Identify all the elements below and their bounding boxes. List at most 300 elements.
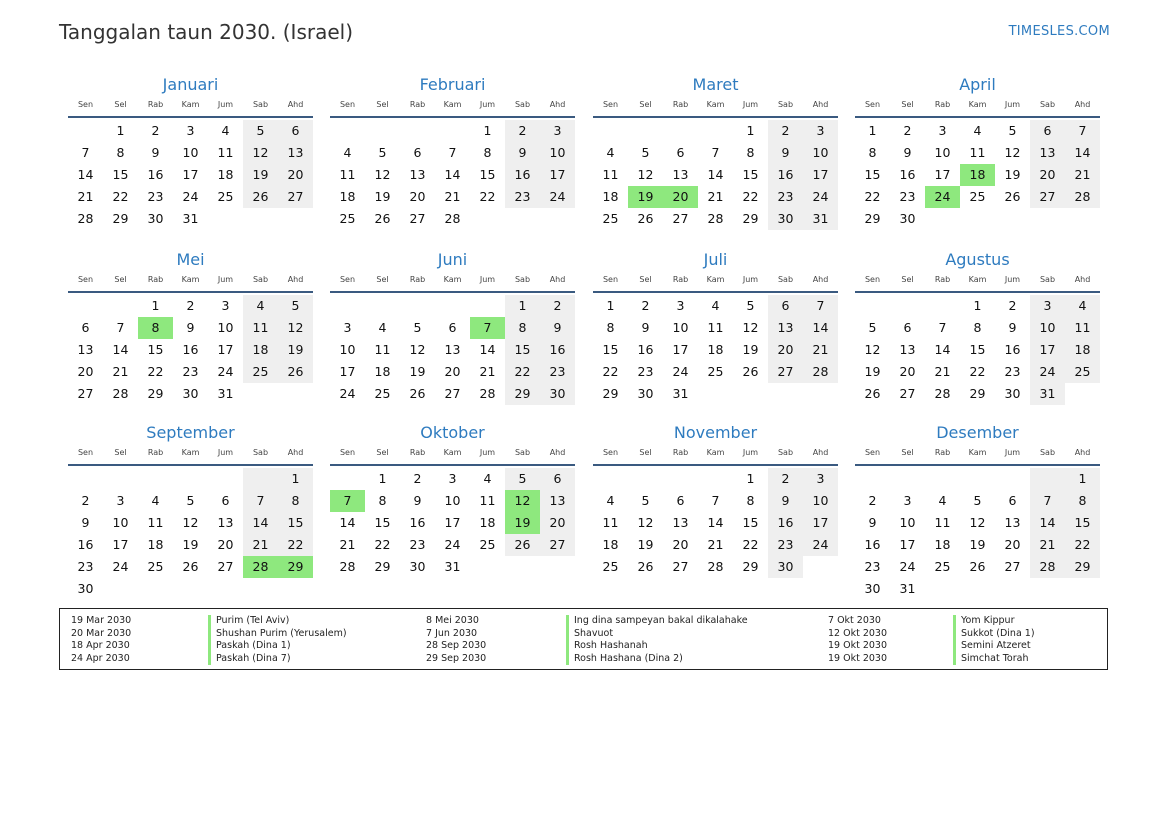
holiday-name: Paskah (Dina 7) — [216, 652, 291, 664]
legend-names — [566, 615, 748, 665]
day-cell: 27 — [1030, 186, 1065, 208]
day-cell: 29 — [505, 383, 540, 405]
day-cell: 29 — [742, 559, 759, 574]
day-cell: 22 — [374, 537, 391, 552]
day-cell: 26 — [742, 364, 759, 379]
weekday-label: Sab — [1039, 100, 1056, 109]
day-cell: 29 — [742, 211, 759, 226]
day-cell: 13 — [409, 167, 426, 182]
day-cell: 23 — [540, 361, 575, 383]
day-grid — [330, 120, 575, 230]
day-cell: 26 — [1004, 189, 1021, 204]
weekday-label: Sen — [864, 275, 881, 284]
day-cell: 6 — [1030, 120, 1065, 142]
weekday-label: Sab — [777, 275, 794, 284]
weekday-label: Ahd — [1074, 275, 1091, 284]
day-cell: 28 — [77, 211, 94, 226]
day-grid — [593, 295, 838, 405]
day-cell: 20 — [540, 512, 575, 534]
weekday-label: Jum — [217, 100, 234, 109]
day-cell: 10 — [934, 145, 951, 160]
day-grid — [68, 468, 313, 600]
weekday-label: Ahd — [287, 275, 304, 284]
day-cell: 19 — [637, 537, 654, 552]
day-cell: 20 — [444, 364, 461, 379]
day-cell: 14 — [479, 342, 496, 357]
day-cell: 7 — [243, 490, 278, 512]
day-cell: 10 — [112, 515, 129, 530]
weekday-label: Sen — [339, 100, 356, 109]
day-cell: 4 — [1065, 295, 1100, 317]
day-cell: 24 — [217, 364, 234, 379]
day-cell: 18 — [147, 537, 164, 552]
day-cell: 3 — [938, 123, 947, 138]
day-cell: 13 — [672, 515, 689, 530]
day-cell: 25 — [707, 364, 724, 379]
day-cell: 8 — [116, 145, 125, 160]
day-cell: 20 — [1004, 537, 1021, 552]
day-cell: 29 — [147, 386, 164, 401]
weekday-label: Sab — [514, 275, 531, 284]
day-cell: 28 — [444, 211, 461, 226]
day-cell: 28 — [707, 211, 724, 226]
weekday-label: Kam — [706, 448, 725, 457]
day-cell: 28 — [1065, 186, 1100, 208]
day-cell: 24 — [112, 559, 129, 574]
day-cell: 28 — [1030, 556, 1065, 578]
day-cell: 16 — [864, 537, 881, 552]
day-cell: 6 — [768, 295, 803, 317]
day-cell: 3 — [676, 298, 685, 313]
day-cell: 9 — [186, 320, 195, 335]
day-cell: 18 — [602, 189, 619, 204]
weekday-label: Sel — [114, 448, 127, 457]
month-mei — [68, 249, 313, 405]
weekday-header — [330, 446, 575, 460]
day-cell: 8 — [746, 493, 755, 508]
day-cell: 24 — [540, 186, 575, 208]
day-cell: 16 — [1004, 342, 1021, 357]
site-brand-link[interactable]: TIMESLES.COM — [1008, 24, 1110, 39]
weekday-label: Sab — [514, 448, 531, 457]
day-cell: 12 — [182, 515, 199, 530]
day-cell: 10 — [672, 320, 689, 335]
day-cell: 14 — [803, 317, 838, 339]
empty-cell — [470, 208, 505, 230]
day-cell: 3 — [221, 298, 230, 313]
day-cell: 30 — [1004, 386, 1021, 401]
weekday-label: Kam — [181, 448, 200, 457]
empty-cell — [68, 295, 103, 317]
day-cell: 1 — [505, 295, 540, 317]
weekday-label: Sen — [602, 275, 619, 284]
weekday-label: Sel — [376, 448, 389, 457]
weekday-header — [330, 98, 575, 112]
day-cell: 27 — [278, 186, 313, 208]
day-cell: 6 — [1008, 493, 1017, 508]
day-cell: 30 — [409, 559, 426, 574]
day-cell: 23 — [1004, 364, 1021, 379]
header-rule — [593, 291, 838, 293]
header-rule — [68, 464, 313, 466]
day-cell: 9 — [641, 320, 650, 335]
day-cell: 1 — [278, 468, 313, 490]
weekday-label: Ahd — [1074, 100, 1091, 109]
header-rule — [593, 116, 838, 118]
day-cell: 11 — [1065, 317, 1100, 339]
month-maret — [593, 74, 838, 230]
empty-cell — [505, 208, 540, 230]
weekday-label: Ahd — [1074, 448, 1091, 457]
day-cell: 6 — [221, 493, 230, 508]
day-cell: 29 — [278, 556, 313, 578]
day-cell: 30 — [899, 211, 916, 226]
day-cell: 4 — [343, 145, 352, 160]
day-cell: 22 — [742, 189, 759, 204]
day-cell: 31 — [444, 559, 461, 574]
empty-cell — [243, 578, 278, 600]
weekday-label: Ahd — [549, 448, 566, 457]
weekday-label: Sen — [77, 275, 94, 284]
day-cell: 25 — [602, 211, 619, 226]
day-cell: 19 — [243, 164, 278, 186]
empty-cell — [803, 383, 838, 405]
header-rule — [330, 464, 575, 466]
month-name: Mei — [176, 250, 205, 269]
day-cell: 8 — [505, 317, 540, 339]
day-cell: 7 — [1065, 120, 1100, 142]
day-cell: 17 — [182, 167, 199, 182]
day-cell: 23 — [864, 559, 881, 574]
weekday-label: Kam — [968, 100, 987, 109]
day-cell: 26 — [864, 386, 881, 401]
day-cell: 20 — [768, 339, 803, 361]
weekday-label: Kam — [443, 100, 462, 109]
empty-cell — [995, 578, 1030, 600]
day-cell: 23 — [147, 189, 164, 204]
month-juni — [330, 249, 575, 405]
day-cell: 31 — [1030, 383, 1065, 405]
day-cell: 13 — [1004, 515, 1021, 530]
day-cell: 23 — [637, 364, 654, 379]
day-cell: 1 — [116, 123, 125, 138]
empty-cell — [400, 120, 435, 142]
day-cell: 5 — [378, 145, 387, 160]
day-cell: 6 — [676, 145, 685, 160]
day-cell: 20 — [278, 164, 313, 186]
day-cell: 27 — [672, 211, 689, 226]
day-cell: 3 — [803, 120, 838, 142]
empty-cell — [1065, 383, 1100, 405]
holiday-date: 8 Mei 2030 — [426, 615, 479, 626]
day-cell: 6 — [676, 493, 685, 508]
weekday-label: Sel — [639, 448, 652, 457]
empty-cell — [663, 468, 698, 490]
day-cell: 25 — [479, 537, 496, 552]
day-cell: 13 — [278, 142, 313, 164]
weekday-label: Kam — [443, 448, 462, 457]
weekday-label: Sen — [602, 100, 619, 109]
day-cell: 5 — [278, 295, 313, 317]
day-cell: 3 — [116, 493, 125, 508]
weekday-label: Rab — [409, 448, 426, 457]
day-cell: 4 — [938, 493, 947, 508]
day-cell: 15 — [1065, 512, 1100, 534]
day-grid — [855, 468, 1100, 600]
empty-cell — [855, 468, 890, 490]
day-cell: 2 — [1008, 298, 1017, 313]
day-cell: 9 — [868, 515, 877, 530]
day-cell: 6 — [540, 468, 575, 490]
day-cell: 21 — [339, 537, 356, 552]
day-cell: 18 — [1065, 339, 1100, 361]
empty-cell — [698, 120, 733, 142]
day-cell: 26 — [278, 361, 313, 383]
day-cell: 30 — [864, 581, 881, 596]
header-rule — [68, 291, 313, 293]
empty-cell — [925, 208, 960, 230]
day-cell: 4 — [378, 320, 387, 335]
day-cell: 16 — [768, 512, 803, 534]
empty-cell — [960, 468, 995, 490]
weekday-label: Sen — [339, 448, 356, 457]
day-cell: 30 — [768, 556, 803, 578]
day-cell: 20 — [899, 364, 916, 379]
day-cell: 29 — [1065, 556, 1100, 578]
day-cell: 20 — [663, 186, 698, 208]
day-cell: 15 — [278, 512, 313, 534]
empty-cell — [470, 556, 505, 578]
day-cell: 17 — [803, 512, 838, 534]
day-cell: 26 — [182, 559, 199, 574]
header-rule — [593, 464, 838, 466]
weekday-header — [68, 446, 313, 460]
day-cell: 2 — [868, 493, 877, 508]
empty-cell — [925, 468, 960, 490]
day-cell: 10 — [803, 142, 838, 164]
weekday-label: Jum — [1004, 448, 1021, 457]
day-cell: 28 — [339, 559, 356, 574]
day-grid — [68, 120, 313, 230]
day-cell: 27 — [217, 559, 234, 574]
day-cell: 16 — [409, 515, 426, 530]
weekday-header — [330, 273, 575, 287]
day-cell: 7 — [711, 493, 720, 508]
weekday-label: Sab — [252, 275, 269, 284]
weekday-label: Kam — [706, 100, 725, 109]
day-cell: 30 — [147, 211, 164, 226]
day-cell: 5 — [973, 493, 982, 508]
day-cell: 16 — [505, 164, 540, 186]
day-cell: 2 — [540, 295, 575, 317]
day-cell: 5 — [186, 493, 195, 508]
weekday-label: Jum — [1004, 275, 1021, 284]
weekday-label: Sen — [864, 100, 881, 109]
weekday-label: Sel — [901, 275, 914, 284]
day-cell: 22 — [602, 364, 619, 379]
day-cell: 2 — [903, 123, 912, 138]
empty-cell — [698, 383, 733, 405]
day-cell: 8 — [1065, 490, 1100, 512]
empty-cell — [173, 468, 208, 490]
day-cell: 25 — [243, 361, 278, 383]
day-cell: 12 — [278, 317, 313, 339]
day-cell: 1 — [483, 123, 492, 138]
day-cell: 16 — [768, 164, 803, 186]
day-cell: 23 — [768, 186, 803, 208]
empty-cell — [1065, 578, 1100, 600]
day-cell: 20 — [1030, 164, 1065, 186]
empty-cell — [890, 295, 925, 317]
day-cell: 11 — [934, 515, 951, 530]
day-cell: 17 — [934, 167, 951, 182]
day-cell: 13 — [899, 342, 916, 357]
day-cell: 6 — [81, 320, 90, 335]
empty-cell — [138, 468, 173, 490]
legend-dates — [426, 615, 486, 665]
day-cell: 12 — [742, 320, 759, 335]
day-cell: 20 — [77, 364, 94, 379]
holiday-date: 7 Okt 2030 — [828, 615, 881, 626]
day-cell: 16 — [540, 339, 575, 361]
day-cell: 2 — [151, 123, 160, 138]
day-cell: 12 — [505, 490, 540, 512]
empty-cell — [208, 208, 243, 230]
weekday-label: Jum — [217, 448, 234, 457]
day-cell: 28 — [707, 559, 724, 574]
day-cell: 24 — [925, 186, 960, 208]
weekday-label: Rab — [672, 275, 689, 284]
day-cell: 25 — [969, 189, 986, 204]
legend-names — [953, 615, 1035, 665]
empty-cell — [995, 468, 1030, 490]
day-cell: 21 — [243, 534, 278, 556]
day-grid — [855, 295, 1100, 405]
day-cell: 3 — [803, 468, 838, 490]
day-cell: 24 — [339, 386, 356, 401]
day-cell: 9 — [505, 142, 540, 164]
day-cell: 29 — [374, 559, 391, 574]
day-cell: 4 — [151, 493, 160, 508]
day-cell: 6 — [413, 145, 422, 160]
day-cell: 30 — [768, 208, 803, 230]
day-cell: 11 — [339, 167, 356, 182]
day-cell: 1 — [1065, 468, 1100, 490]
empty-cell — [540, 208, 575, 230]
day-grid — [593, 468, 838, 578]
day-cell: 19 — [182, 537, 199, 552]
weekday-header — [855, 446, 1100, 460]
day-cell: 9 — [413, 493, 422, 508]
weekday-label: Sab — [514, 100, 531, 109]
day-cell: 11 — [707, 320, 724, 335]
weekday-label: Ahd — [812, 275, 829, 284]
weekday-label: Sen — [602, 448, 619, 457]
holiday-name: Ing dina sampeyan bakal dikalahake — [574, 615, 748, 626]
day-cell: 7 — [448, 145, 457, 160]
holiday-name: Rosh Hashanah — [574, 640, 648, 651]
empty-cell — [243, 208, 278, 230]
day-cell: 14 — [707, 167, 724, 182]
day-cell: 18 — [339, 189, 356, 204]
day-cell: 7 — [711, 145, 720, 160]
day-cell: 12 — [969, 515, 986, 530]
day-cell: 15 — [742, 515, 759, 530]
day-cell: 3 — [343, 320, 352, 335]
day-cell: 17 — [899, 537, 916, 552]
empty-cell — [103, 295, 138, 317]
weekday-label: Jum — [479, 275, 496, 284]
day-cell: 7 — [81, 145, 90, 160]
day-cell: 15 — [112, 167, 129, 182]
weekday-label: Rab — [147, 275, 164, 284]
weekday-label: Rab — [934, 275, 951, 284]
weekday-label: Sab — [777, 448, 794, 457]
day-cell: 21 — [444, 189, 461, 204]
day-cell: 4 — [606, 493, 615, 508]
day-cell: 4 — [606, 145, 615, 160]
holiday-name: Yom Kippur — [961, 615, 1015, 626]
day-cell: 15 — [147, 342, 164, 357]
weekday-label: Jum — [479, 448, 496, 457]
day-cell: 3 — [448, 471, 457, 486]
day-cell: 19 — [505, 512, 540, 534]
weekday-label: Rab — [409, 100, 426, 109]
month-name: Juni — [437, 250, 468, 269]
legend-dates — [71, 615, 131, 665]
weekday-header — [68, 273, 313, 287]
holiday-name: Paskah (Dina 1) — [216, 640, 291, 651]
day-cell: 17 — [1030, 339, 1065, 361]
day-cell: 22 — [864, 189, 881, 204]
day-cell: 24 — [672, 364, 689, 379]
day-cell: 11 — [374, 342, 391, 357]
empty-cell — [663, 120, 698, 142]
day-cell: 27 — [1004, 559, 1021, 574]
weekday-label: Kam — [706, 275, 725, 284]
day-cell: 19 — [864, 364, 881, 379]
day-cell: 14 — [339, 515, 356, 530]
weekday-label: Kam — [968, 448, 987, 457]
day-cell: 9 — [540, 317, 575, 339]
holiday-name: Semini Atzeret — [961, 640, 1031, 651]
day-cell: 13 — [444, 342, 461, 357]
day-cell: 27 — [768, 361, 803, 383]
day-cell: 2 — [413, 471, 422, 486]
empty-cell — [208, 578, 243, 600]
holiday-date: 19 Okt 2030 — [828, 652, 888, 664]
day-cell: 13 — [672, 167, 689, 182]
day-cell: 26 — [374, 211, 391, 226]
header-rule — [855, 291, 1100, 293]
day-cell: 6 — [448, 320, 457, 335]
day-cell: 25 — [934, 559, 951, 574]
empty-cell — [628, 120, 663, 142]
day-cell: 7 — [330, 490, 365, 512]
weekday-label: Sel — [639, 100, 652, 109]
weekday-label: Sab — [1039, 275, 1056, 284]
day-cell: 10 — [217, 320, 234, 335]
weekday-label: Ahd — [549, 275, 566, 284]
day-cell: 25 — [339, 211, 356, 226]
day-cell: 19 — [1004, 167, 1021, 182]
holiday-date: 12 Okt 2030 — [828, 627, 888, 639]
day-cell: 14 — [112, 342, 129, 357]
month-januari — [68, 74, 313, 230]
day-cell: 12 — [409, 342, 426, 357]
day-cell: 26 — [505, 534, 540, 556]
day-cell: 19 — [628, 186, 663, 208]
